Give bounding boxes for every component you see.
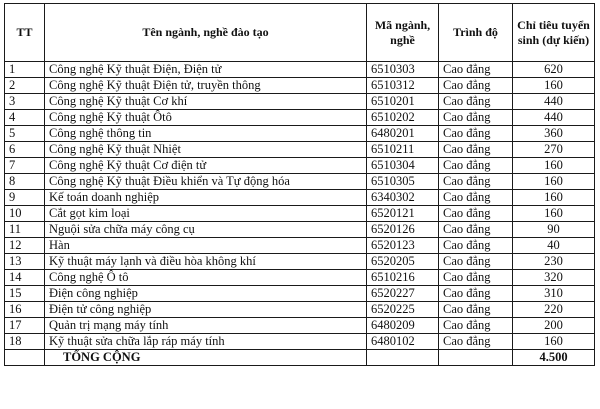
header-quota: Chỉ tiêu tuyển sinh (dự kiến) <box>513 4 595 62</box>
cell-code: 6510201 <box>367 94 439 110</box>
cell-name: Công nghệ Kỹ thuật Điện, Điện tử <box>45 62 367 78</box>
cell-code: 6510304 <box>367 158 439 174</box>
cell-level: Cao đẳng <box>439 110 513 126</box>
total-label: TỔNG CỘNG <box>45 350 367 366</box>
cell-level: Cao đẳng <box>439 78 513 94</box>
table-row <box>5 254 595 270</box>
table-row <box>5 110 595 126</box>
cell-name: Kỹ thuật sửa chữa lắp ráp máy tính <box>45 334 367 350</box>
cell-code: 6520126 <box>367 222 439 238</box>
cell-level: Cao đẳng <box>439 254 513 270</box>
table-row <box>5 190 595 206</box>
table-row <box>5 94 595 110</box>
cell-quota: 230 <box>513 254 595 270</box>
total-row <box>5 350 595 366</box>
cell-tt: 4 <box>5 110 45 126</box>
cell-tt: 5 <box>5 126 45 142</box>
cell-level: Cao đẳng <box>439 238 513 254</box>
cell-level: Cao đẳng <box>439 62 513 78</box>
cell-tt: 14 <box>5 270 45 286</box>
cell-quota: 440 <box>513 94 595 110</box>
cell-quota: 620 <box>513 62 595 78</box>
table-row <box>5 286 595 302</box>
cell-quota: 40 <box>513 238 595 254</box>
cell-quota: 160 <box>513 78 595 94</box>
cell-quota: 320 <box>513 270 595 286</box>
cell-code: 6510303 <box>367 62 439 78</box>
cell-quota: 90 <box>513 222 595 238</box>
cell-quota: 160 <box>513 206 595 222</box>
cell-tt: 13 <box>5 254 45 270</box>
table-body <box>5 62 595 366</box>
table-row <box>5 62 595 78</box>
cell-name: Công nghệ thông tin <box>45 126 367 142</box>
cell-name: Điện tử công nghiệp <box>45 302 367 318</box>
cell-tt: 15 <box>5 286 45 302</box>
cell-name: Công nghệ Ô tô <box>45 270 367 286</box>
header-tt: TT <box>5 4 45 62</box>
cell-code: 6510211 <box>367 142 439 158</box>
cell-level: Cao đẳng <box>439 302 513 318</box>
enrollment-quota-table <box>4 3 595 366</box>
cell-code: 6340302 <box>367 190 439 206</box>
cell-name: Quản trị mạng máy tính <box>45 318 367 334</box>
cell-level: Cao đẳng <box>439 190 513 206</box>
cell-code: 6510305 <box>367 174 439 190</box>
cell-quota: 270 <box>513 142 595 158</box>
cell-level: Cao đẳng <box>439 334 513 350</box>
header-level: Trình độ <box>439 4 513 62</box>
header-name: Tên ngành, nghề đào tạo <box>45 4 367 62</box>
cell-level: Cao đẳng <box>439 174 513 190</box>
table-row <box>5 318 595 334</box>
cell-level: Cao đẳng <box>439 222 513 238</box>
cell-level: Cao đẳng <box>439 126 513 142</box>
table-row <box>5 238 595 254</box>
cell-tt: 12 <box>5 238 45 254</box>
cell-name: Công nghệ Kỹ thuật Ôtô <box>45 110 367 126</box>
cell-quota: 160 <box>513 174 595 190</box>
cell-level: Cao đẳng <box>439 142 513 158</box>
table-row <box>5 78 595 94</box>
table-row <box>5 126 595 142</box>
cell-level: Cao đẳng <box>439 158 513 174</box>
total-tt-cell <box>5 350 45 366</box>
cell-name: Công nghệ Kỹ thuật Điện tử, truyền thông <box>45 78 367 94</box>
cell-tt: 10 <box>5 206 45 222</box>
cell-quota: 360 <box>513 126 595 142</box>
total-level-cell <box>439 350 513 366</box>
cell-code: 6510312 <box>367 78 439 94</box>
cell-quota: 200 <box>513 318 595 334</box>
cell-code: 6480209 <box>367 318 439 334</box>
cell-tt: 7 <box>5 158 45 174</box>
cell-name: Công nghệ Kỹ thuật Nhiệt <box>45 142 367 158</box>
cell-tt: 17 <box>5 318 45 334</box>
cell-name: Hàn <box>45 238 367 254</box>
cell-code: 6480201 <box>367 126 439 142</box>
table-header-row <box>5 4 595 62</box>
cell-name: Kỹ thuật máy lạnh và điều hòa không khí <box>45 254 367 270</box>
total-value: 4.500 <box>513 350 595 366</box>
cell-name: Kế toán doanh nghiệp <box>45 190 367 206</box>
cell-code: 6520225 <box>367 302 439 318</box>
cell-name: Công nghệ Kỹ thuật Điều khiển và Tự động hóa <box>45 174 367 190</box>
cell-level: Cao đẳng <box>439 94 513 110</box>
table-row <box>5 174 595 190</box>
table-row <box>5 334 595 350</box>
cell-quota: 160 <box>513 158 595 174</box>
cell-tt: 16 <box>5 302 45 318</box>
cell-code: 6480102 <box>367 334 439 350</box>
cell-tt: 2 <box>5 78 45 94</box>
cell-quota: 160 <box>513 334 595 350</box>
cell-tt: 8 <box>5 174 45 190</box>
cell-name: Nguội sửa chữa máy công cụ <box>45 222 367 238</box>
cell-quota: 160 <box>513 190 595 206</box>
cell-code: 6510216 <box>367 270 439 286</box>
cell-level: Cao đẳng <box>439 318 513 334</box>
cell-level: Cao đẳng <box>439 270 513 286</box>
table-row <box>5 270 595 286</box>
table-row <box>5 222 595 238</box>
header-code: Mã ngành, nghề <box>367 4 439 62</box>
table-row <box>5 302 595 318</box>
cell-code: 6520227 <box>367 286 439 302</box>
cell-code: 6520123 <box>367 238 439 254</box>
cell-code: 6520205 <box>367 254 439 270</box>
total-code-cell <box>367 350 439 366</box>
cell-name: Công nghệ Kỹ thuật Cơ điện tử <box>45 158 367 174</box>
table-row <box>5 142 595 158</box>
cell-tt: 3 <box>5 94 45 110</box>
cell-code: 6520121 <box>367 206 439 222</box>
cell-quota: 310 <box>513 286 595 302</box>
cell-code: 6510202 <box>367 110 439 126</box>
cell-tt: 6 <box>5 142 45 158</box>
cell-quota: 440 <box>513 110 595 126</box>
cell-name: Công nghệ Kỹ thuật Cơ khí <box>45 94 367 110</box>
table-row <box>5 158 595 174</box>
cell-level: Cao đẳng <box>439 206 513 222</box>
cell-tt: 9 <box>5 190 45 206</box>
cell-name: Cắt gọt kim loại <box>45 206 367 222</box>
cell-tt: 18 <box>5 334 45 350</box>
table-row <box>5 206 595 222</box>
cell-tt: 11 <box>5 222 45 238</box>
cell-quota: 220 <box>513 302 595 318</box>
cell-name: Điện công nghiệp <box>45 286 367 302</box>
cell-level: Cao đẳng <box>439 286 513 302</box>
cell-tt: 1 <box>5 62 45 78</box>
